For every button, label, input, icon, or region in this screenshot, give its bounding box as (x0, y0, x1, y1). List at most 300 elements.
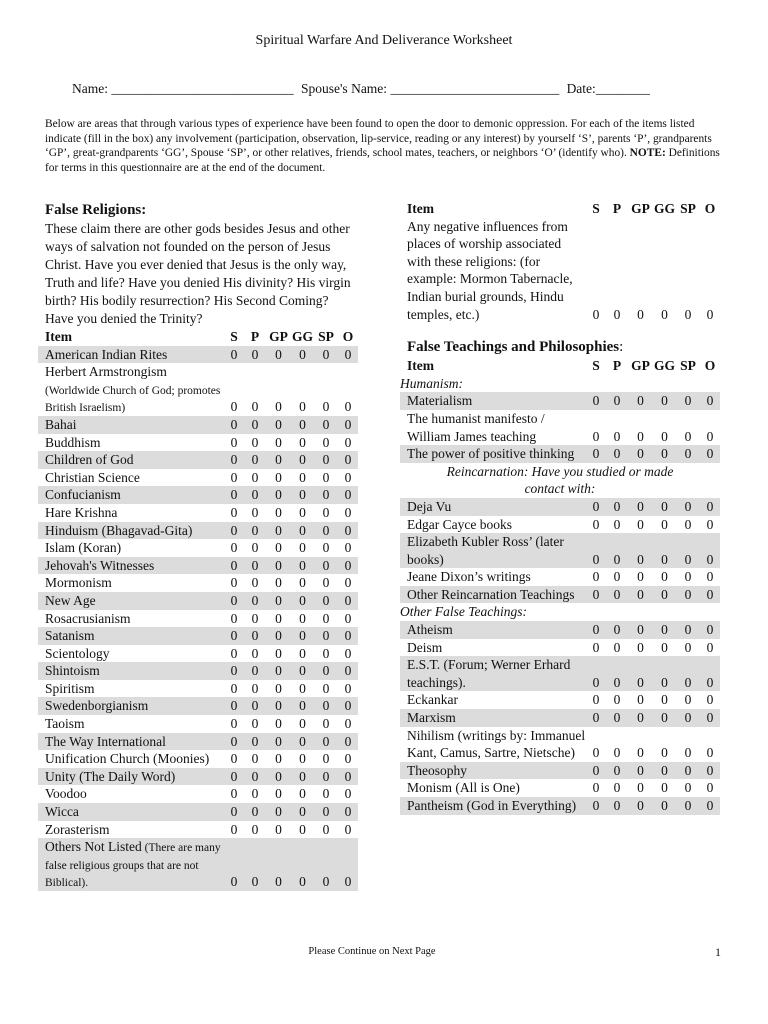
value-cell-gp[interactable]: 0 (628, 445, 653, 463)
value-cell-sp[interactable]: 0 (684, 516, 692, 532)
value-cell-s[interactable]: 0 (592, 516, 600, 532)
value-cell-gg[interactable]: 0 (291, 768, 314, 786)
value-cell-o[interactable]: 0 (338, 627, 358, 645)
value-cell-gp[interactable]: 0 (275, 645, 282, 661)
value-cell-o[interactable]: 0 (706, 692, 714, 708)
item-label-cell (400, 533, 586, 568)
value-cell-gp[interactable]: 0 (275, 680, 282, 696)
value-cell-gg[interactable]: 0 (291, 416, 314, 434)
value-cell-gg[interactable]: 0 (291, 522, 314, 540)
value-cell-gg[interactable]: 0 (291, 592, 314, 610)
value-cell-gp[interactable]: 0 (275, 434, 282, 450)
value-cell-gg[interactable]: 0 (299, 786, 306, 802)
value-cell-s[interactable]: 0 (592, 745, 600, 761)
item-label: Edgar Cayce books (407, 516, 512, 532)
false-teachings-heading-text: False Teachings and Philosophies (407, 339, 620, 356)
value-cell-p[interactable]: 0 (251, 434, 259, 450)
value-cell-p[interactable]: 0 (606, 621, 628, 639)
value-cell-sp[interactable]: 0 (314, 346, 338, 364)
value-cell-gg[interactable]: 0 (299, 821, 306, 837)
value-cell-s[interactable]: 0 (592, 692, 600, 708)
value-cell-o[interactable]: 0 (344, 540, 352, 556)
value-cell-o[interactable]: 0 (700, 797, 720, 815)
value-cell-sp[interactable]: 0 (684, 306, 692, 322)
value-cell-s[interactable]: 0 (224, 486, 244, 504)
value-cell-gp[interactable]: 0 (637, 745, 644, 761)
value-cell-o[interactable]: 0 (338, 346, 358, 364)
value-cell-p[interactable]: 0 (244, 522, 266, 540)
value-cell-s[interactable]: 0 (224, 557, 244, 575)
value-cell-sp[interactable]: 0 (322, 786, 330, 802)
value-cell-p[interactable]: 0 (606, 498, 628, 516)
value-cell-o[interactable]: 0 (700, 656, 720, 691)
value-cell-gp[interactable]: 0 (266, 522, 291, 540)
value-cell-p[interactable]: 0 (244, 346, 266, 364)
item-label: Theosophy (407, 762, 467, 778)
value-cell-gp[interactable]: 0 (628, 621, 653, 639)
value-cell-sp[interactable]: 0 (322, 434, 330, 450)
value-cell-gp[interactable]: 0 (266, 627, 291, 645)
value-cell-s[interactable]: 0 (224, 522, 244, 540)
value-cell-p[interactable]: 0 (244, 697, 266, 715)
value-cell-sp[interactable]: 0 (684, 569, 692, 585)
value-cell-p[interactable]: 0 (251, 751, 259, 767)
value-cell-s[interactable]: 0 (224, 803, 244, 821)
value-cell-sp[interactable]: 0 (314, 662, 338, 680)
value-cell-gp[interactable]: 0 (628, 762, 653, 780)
value-cell-s[interactable]: 0 (224, 768, 244, 786)
value-cell-gp[interactable]: 0 (266, 733, 291, 751)
value-cell-gg[interactable]: 0 (299, 434, 306, 450)
value-cell-s[interactable]: 0 (230, 821, 238, 837)
value-cell-sp[interactable]: 0 (322, 680, 330, 696)
value-cell-s[interactable]: 0 (224, 451, 244, 469)
value-cell-sp[interactable]: 0 (322, 716, 330, 732)
value-cell-o[interactable]: 0 (700, 586, 720, 604)
value-cell-p[interactable]: 0 (613, 428, 621, 444)
value-cell-p[interactable]: 0 (606, 586, 628, 604)
value-cell-gg[interactable]: 0 (661, 428, 668, 444)
item-label: Zorasterism (45, 821, 110, 837)
value-cell-p[interactable]: 0 (613, 780, 621, 796)
value-cell-p[interactable]: 0 (251, 399, 259, 415)
value-cell-gg[interactable]: 0 (661, 639, 668, 655)
value-cell-gp[interactable]: 0 (637, 516, 644, 532)
value-cell-gp[interactable]: 0 (266, 803, 291, 821)
value-cell-gp[interactable]: 0 (266, 592, 291, 610)
value-cell-s[interactable]: 0 (586, 762, 606, 780)
value-cell-gg[interactable]: 0 (661, 569, 668, 585)
value-cell-sp[interactable]: 0 (322, 575, 330, 591)
value-cell-s[interactable]: 0 (586, 621, 606, 639)
value-cell-sp[interactable]: 0 (322, 821, 330, 837)
value-cell-gp[interactable]: 0 (266, 416, 291, 434)
value-cell-gp[interactable]: 0 (637, 692, 644, 708)
value-cell-sp[interactable]: 0 (314, 416, 338, 434)
value-cell-p[interactable]: 0 (244, 592, 266, 610)
value-cell-s[interactable]: 0 (224, 838, 244, 891)
value-cell-gg[interactable]: 0 (291, 662, 314, 680)
value-cell-o[interactable]: 0 (706, 516, 714, 532)
value-cell-o[interactable]: 0 (706, 306, 714, 322)
value-cell-s[interactable]: 0 (230, 575, 238, 591)
value-cell-o[interactable]: 0 (344, 716, 352, 732)
item-label-cell (38, 803, 224, 821)
value-cell-s[interactable]: 0 (586, 797, 606, 815)
value-cell-sp[interactable]: 0 (676, 797, 700, 815)
value-cell-gp[interactable]: 0 (275, 399, 282, 415)
value-cell-s[interactable]: 0 (586, 656, 606, 691)
value-cell-p[interactable]: 0 (606, 533, 628, 568)
value-cell-p[interactable]: 0 (613, 639, 621, 655)
value-cell-s[interactable]: 0 (230, 786, 238, 802)
value-cell-p[interactable]: 0 (244, 451, 266, 469)
value-cell-gg[interactable]: 0 (653, 445, 676, 463)
value-cell-p[interactable]: 0 (606, 392, 628, 410)
value-cell-sp[interactable]: 0 (314, 803, 338, 821)
value-cell-gg[interactable]: 0 (291, 627, 314, 645)
value-cell-sp[interactable]: 0 (314, 627, 338, 645)
value-cell-o[interactable]: 0 (700, 533, 720, 568)
item-label-cell (38, 592, 224, 610)
value-cell-gg[interactable]: 0 (661, 780, 668, 796)
value-cell-p[interactable]: 0 (251, 821, 259, 837)
value-cell-gg[interactable]: 0 (653, 656, 676, 691)
value-cell-o[interactable]: 0 (338, 697, 358, 715)
value-cell-p[interactable]: 0 (606, 762, 628, 780)
value-cell-gg[interactable]: 0 (291, 803, 314, 821)
value-cell-s[interactable]: 0 (230, 540, 238, 556)
value-cell-sp[interactable]: 0 (676, 533, 700, 568)
value-cell-s[interactable]: 0 (230, 680, 238, 696)
value-cell-gp[interactable]: 0 (628, 586, 653, 604)
value-cell-o[interactable]: 0 (706, 780, 714, 796)
value-cell-gg[interactable]: 0 (291, 557, 314, 575)
item-label-cell (38, 363, 224, 416)
name-field[interactable]: ___________________________ (111, 81, 297, 96)
value-cell-gg[interactable]: 0 (299, 504, 306, 520)
value-cell-s[interactable]: 0 (592, 428, 600, 444)
value-cell-gp[interactable]: 0 (637, 639, 644, 655)
item-label-cell (400, 709, 586, 727)
value-cell-p[interactable]: 0 (606, 797, 628, 815)
value-cell-sp[interactable]: 0 (314, 592, 338, 610)
value-cell-o[interactable]: 0 (338, 838, 358, 891)
value-cell-p[interactable]: 0 (244, 416, 266, 434)
date-field[interactable]: ________ (595, 81, 650, 96)
value-cell-sp[interactable]: 0 (676, 586, 700, 604)
value-cell-gp[interactable]: 0 (628, 392, 653, 410)
value-cell-sp[interactable]: 0 (322, 469, 330, 485)
value-cell-p[interactable]: 0 (606, 656, 628, 691)
value-cell-s[interactable]: 0 (230, 716, 238, 732)
subheading-row (400, 603, 720, 621)
value-cell-gp[interactable]: 0 (266, 557, 291, 575)
table-row (400, 218, 720, 324)
value-cell-o[interactable]: 0 (338, 557, 358, 575)
value-cell-sp[interactable]: 0 (314, 838, 338, 891)
value-cell-gp[interactable]: 0 (637, 569, 644, 585)
value-cell-o[interactable]: 0 (344, 680, 352, 696)
value-cell-gg[interactable]: 0 (653, 762, 676, 780)
column-header-p: P (612, 201, 622, 216)
value-cell-gp[interactable]: 0 (637, 428, 644, 444)
subheading-row (400, 375, 720, 393)
value-cell-p[interactable]: 0 (251, 610, 259, 626)
value-cell-sp[interactable]: 0 (314, 733, 338, 751)
value-cell-o[interactable]: 0 (338, 592, 358, 610)
value-cell-sp[interactable]: 0 (676, 445, 700, 463)
value-cell-gp[interactable]: 0 (266, 346, 291, 364)
value-cell-gp[interactable]: 0 (275, 504, 282, 520)
value-cell-p[interactable]: 0 (251, 504, 259, 520)
value-cell-gg[interactable]: 0 (653, 586, 676, 604)
value-cell-sp[interactable]: 0 (322, 540, 330, 556)
spouse-name-field[interactable]: _________________________ (390, 81, 563, 96)
value-cell-gg[interactable]: 0 (299, 540, 306, 556)
value-cell-gg[interactable]: 0 (661, 692, 668, 708)
table-row (400, 516, 720, 534)
item-label: The humanist manifesto / William James teaching (407, 410, 545, 444)
value-cell-s[interactable]: 0 (224, 627, 244, 645)
value-cell-sp[interactable]: 0 (676, 392, 700, 410)
value-cell-gp[interactable]: 0 (275, 821, 282, 837)
value-cell-gg[interactable]: 0 (299, 751, 306, 767)
value-cell-sp[interactable]: 0 (314, 486, 338, 504)
value-cell-gg[interactable]: 0 (299, 680, 306, 696)
value-cell-o[interactable]: 0 (706, 639, 714, 655)
value-cell-p[interactable]: 0 (244, 627, 266, 645)
value-cell-sp[interactable]: 0 (322, 399, 330, 415)
value-cell-gg[interactable]: 0 (291, 838, 314, 891)
value-cell-gg[interactable]: 0 (299, 716, 306, 732)
value-cell-o[interactable]: 0 (338, 451, 358, 469)
value-cell-gg[interactable]: 0 (299, 610, 306, 626)
value-cell-s[interactable]: 0 (586, 533, 606, 568)
value-cell-gg[interactable]: 0 (299, 645, 306, 661)
value-cell-s[interactable]: 0 (592, 639, 600, 655)
value-cell-o[interactable]: 0 (344, 504, 352, 520)
value-cell-o[interactable]: 0 (338, 803, 358, 821)
value-cell-p[interactable]: 0 (613, 745, 621, 761)
value-cell-gg[interactable]: 0 (299, 575, 306, 591)
false-teachings-heading-suffix: : (619, 339, 624, 356)
value-cell-o[interactable]: 0 (338, 416, 358, 434)
value-cell-gp[interactable]: 0 (266, 838, 291, 891)
value-cell-o[interactable]: 0 (344, 786, 352, 802)
value-cell-sp[interactable]: 0 (676, 656, 700, 691)
value-cell-gp[interactable]: 0 (275, 469, 282, 485)
value-cell-gg[interactable]: 0 (661, 306, 668, 322)
table-row (38, 557, 358, 575)
value-cell-p[interactable]: 0 (251, 786, 259, 802)
value-cell-p[interactable]: 0 (251, 575, 259, 591)
value-cell-gp[interactable]: 0 (275, 716, 282, 732)
table-row (38, 592, 358, 610)
value-cell-sp[interactable]: 0 (314, 697, 338, 715)
value-cell-sp[interactable]: 0 (676, 762, 700, 780)
value-cell-sp[interactable]: 0 (684, 692, 692, 708)
table-row (38, 680, 358, 698)
value-cell-s[interactable]: 0 (230, 504, 238, 520)
value-cell-gp[interactable]: 0 (637, 306, 644, 322)
value-cell-gp[interactable]: 0 (266, 768, 291, 786)
value-cell-o[interactable]: 0 (706, 428, 714, 444)
value-cell-o[interactable]: 0 (700, 445, 720, 463)
value-cell-gp[interactable]: 0 (275, 575, 282, 591)
value-cell-p[interactable]: 0 (613, 692, 621, 708)
value-cell-o[interactable]: 0 (700, 762, 720, 780)
value-cell-sp[interactable]: 0 (676, 621, 700, 639)
value-cell-s[interactable]: 0 (230, 610, 238, 626)
value-cell-gp[interactable]: 0 (275, 786, 282, 802)
value-cell-s[interactable]: 0 (230, 469, 238, 485)
value-cell-p[interactable]: 0 (251, 540, 259, 556)
value-cell-gp[interactable]: 0 (628, 498, 653, 516)
value-cell-gp[interactable]: 0 (266, 451, 291, 469)
value-cell-s[interactable]: 0 (586, 498, 606, 516)
value-cell-p[interactable]: 0 (244, 733, 266, 751)
value-cell-p[interactable]: 0 (244, 838, 266, 891)
value-cell-s[interactable]: 0 (224, 697, 244, 715)
value-cell-p[interactable]: 0 (244, 662, 266, 680)
value-cell-sp[interactable]: 0 (314, 451, 338, 469)
value-cell-gg[interactable]: 0 (661, 745, 668, 761)
value-cell-o[interactable]: 0 (700, 498, 720, 516)
value-cell-gg[interactable]: 0 (661, 516, 668, 532)
table-row (38, 451, 358, 469)
value-cell-s[interactable]: 0 (592, 569, 600, 585)
value-cell-s[interactable]: 0 (230, 751, 238, 767)
value-cell-s[interactable]: 0 (586, 445, 606, 463)
item-label: Deism (407, 639, 443, 655)
value-cell-p[interactable]: 0 (251, 645, 259, 661)
false-religions-description: These claim there are other gods besides Jesus and other ways of salvation not founded on the person of Jesus Christ. Have you ever denied that Jesus is the only way, Truth and life? Have you denied His divinity? His virgin birth? His bodily resurrection? His Second Coming? Have you denied the Trinity? (45, 221, 351, 326)
value-cell-gp[interactable]: 0 (628, 533, 653, 568)
value-cell-sp[interactable]: 0 (314, 557, 338, 575)
item-label-cell (38, 469, 224, 487)
value-cell-gp[interactable]: 0 (266, 486, 291, 504)
value-cell-s[interactable]: 0 (224, 662, 244, 680)
value-cell-gg[interactable]: 0 (299, 469, 306, 485)
value-cell-gg[interactable]: 0 (653, 533, 676, 568)
value-cell-sp[interactable]: 0 (322, 610, 330, 626)
value-cell-gg[interactable]: 0 (291, 486, 314, 504)
value-cell-p[interactable]: 0 (606, 445, 628, 463)
value-cell-gg[interactable]: 0 (291, 346, 314, 364)
value-cell-o[interactable]: 0 (344, 399, 352, 415)
value-cell-s[interactable]: 0 (230, 434, 238, 450)
value-cell-s[interactable]: 0 (586, 709, 606, 727)
value-cell-gg[interactable]: 0 (653, 709, 676, 727)
value-cell-s[interactable]: 0 (224, 592, 244, 610)
value-cell-o[interactable]: 0 (706, 745, 714, 761)
value-cell-p[interactable]: 0 (244, 803, 266, 821)
value-cell-sp[interactable]: 0 (684, 639, 692, 655)
value-cell-p[interactable]: 0 (244, 486, 266, 504)
value-cell-gg[interactable]: 0 (299, 399, 306, 415)
value-cell-o[interactable]: 0 (338, 662, 358, 680)
value-cell-gp[interactable]: 0 (628, 656, 653, 691)
page-title: Spiritual Warfare And Deliverance Worksheet (255, 33, 513, 48)
value-cell-o[interactable]: 0 (344, 610, 352, 626)
value-cell-p[interactable]: 0 (244, 557, 266, 575)
value-cell-o[interactable]: 0 (338, 733, 358, 751)
value-cell-s[interactable]: 0 (592, 780, 600, 796)
value-cell-p[interactable]: 0 (613, 306, 621, 322)
value-cell-p[interactable]: 0 (251, 680, 259, 696)
value-cell-o[interactable]: 0 (344, 575, 352, 591)
value-cell-gg[interactable]: 0 (653, 621, 676, 639)
value-cell-gp[interactable]: 0 (275, 540, 282, 556)
value-cell-o[interactable]: 0 (344, 645, 352, 661)
value-cell-o[interactable]: 0 (700, 621, 720, 639)
value-cell-gg[interactable]: 0 (291, 451, 314, 469)
value-cell-s[interactable]: 0 (586, 392, 606, 410)
value-cell-sp[interactable]: 0 (322, 645, 330, 661)
value-cell-s[interactable]: 0 (230, 399, 238, 415)
value-cell-gg[interactable]: 0 (653, 797, 676, 815)
value-cell-o[interactable]: 0 (338, 486, 358, 504)
value-cell-gp[interactable]: 0 (266, 697, 291, 715)
value-cell-p[interactable]: 0 (251, 469, 259, 485)
value-cell-s[interactable]: 0 (230, 645, 238, 661)
value-cell-p[interactable]: 0 (613, 569, 621, 585)
value-cell-o[interactable]: 0 (700, 392, 720, 410)
value-cell-sp[interactable]: 0 (322, 504, 330, 520)
value-cell-s[interactable]: 0 (224, 733, 244, 751)
value-cell-sp[interactable]: 0 (684, 745, 692, 761)
item-label-cell (38, 715, 224, 733)
value-cell-gg[interactable]: 0 (291, 733, 314, 751)
value-cell-gg[interactable]: 0 (291, 697, 314, 715)
value-cell-o[interactable]: 0 (700, 709, 720, 727)
value-cell-o[interactable]: 0 (344, 434, 352, 450)
value-cell-gp[interactable]: 0 (275, 610, 282, 626)
value-cell-p[interactable]: 0 (606, 709, 628, 727)
value-cell-sp[interactable]: 0 (676, 709, 700, 727)
value-cell-sp[interactable]: 0 (314, 522, 338, 540)
value-cell-s[interactable]: 0 (586, 586, 606, 604)
value-cell-gp[interactable]: 0 (275, 751, 282, 767)
value-cell-p[interactable]: 0 (613, 516, 621, 532)
value-cell-sp[interactable]: 0 (322, 751, 330, 767)
value-cell-gg[interactable]: 0 (653, 498, 676, 516)
value-cell-p[interactable]: 0 (251, 716, 259, 732)
table-row (38, 574, 358, 592)
value-cell-s[interactable]: 0 (224, 416, 244, 434)
value-cell-gp[interactable]: 0 (628, 709, 653, 727)
value-cell-p[interactable]: 0 (244, 768, 266, 786)
value-cell-o[interactable]: 0 (338, 522, 358, 540)
value-cell-sp[interactable]: 0 (676, 498, 700, 516)
value-cell-o[interactable]: 0 (344, 821, 352, 837)
value-cell-o[interactable]: 0 (344, 751, 352, 767)
value-cell-gp[interactable]: 0 (628, 797, 653, 815)
value-cell-s[interactable]: 0 (224, 346, 244, 364)
value-cell-sp[interactable]: 0 (314, 768, 338, 786)
value-cell-o[interactable]: 0 (338, 768, 358, 786)
column-header-o: O (704, 201, 716, 216)
value-cell-gp[interactable]: 0 (266, 662, 291, 680)
value-cell-o[interactable]: 0 (706, 569, 714, 585)
value-cell-o[interactable]: 0 (344, 469, 352, 485)
value-cell-gg[interactable]: 0 (653, 392, 676, 410)
value-cell-sp[interactable]: 0 (684, 428, 692, 444)
value-cell-s[interactable]: 0 (592, 306, 600, 322)
value-cell-sp[interactable]: 0 (684, 780, 692, 796)
value-cell-gp[interactable]: 0 (637, 780, 644, 796)
